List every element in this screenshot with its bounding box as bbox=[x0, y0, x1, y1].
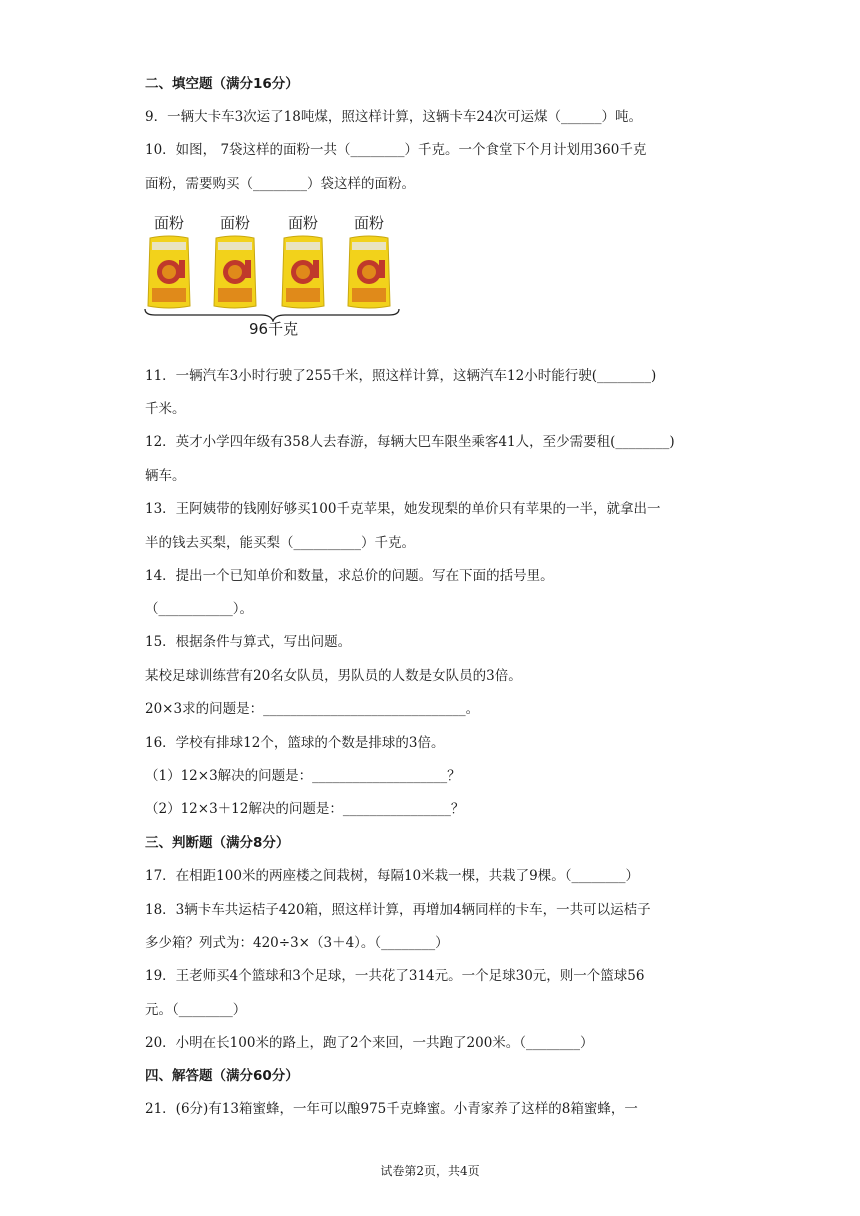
question-16-line-3: （2）12×3＋12解决的问题是：________________？ bbox=[145, 801, 465, 817]
flour-bags-figure bbox=[143, 212, 403, 342]
total-weight-label: 96千克 bbox=[249, 320, 299, 338]
question-15-line-2: 某校足球训练营有20名女队员，男队员的人数是女队员的3倍。 bbox=[145, 668, 522, 684]
question-18-line-1: 18．3辆卡车共运桔子420箱，照这样计算，再增加4辆同样的卡车，一共可以运桔子 bbox=[145, 902, 651, 918]
question-12-line-1: 12．英才小学四年级有358人去春游，每辆大巴车限坐乘客41人，至少需要租(________) bbox=[145, 434, 675, 450]
question-11-line-1: 11．一辆汽车3小时行驶了255千米，照这样计算，这辆汽车12小时能行驶(________) bbox=[145, 368, 657, 384]
question-20: 20．小明在长100米的路上，跑了2个来回，一共跑了200米。（________） bbox=[145, 1035, 594, 1051]
question-10-line-1: 10．如图， 7袋这样的面粉一共（________）千克。一个食堂下个月计划用360千克 bbox=[145, 142, 647, 158]
question-9: 9．一辆大卡车3次运了18吨煤，照这样计算，这辆卡车24次可运煤（______）吨。 bbox=[145, 109, 643, 125]
bag-label: 面粉 bbox=[153, 214, 184, 232]
question-13-line-2: 半的钱去买梨，能买梨（__________）千克。 bbox=[145, 535, 415, 551]
section-solve-heading: 四、解答题（满分60分） bbox=[145, 1068, 299, 1084]
question-15-line-3: 20×3求的问题是：______________________________。 bbox=[145, 701, 480, 717]
question-13-line-1: 13．王阿姨带的钱刚好够买100千克苹果，她发现梨的单价只有苹果的一半，就拿出一 bbox=[145, 501, 661, 517]
question-12-line-2: 辆车。 bbox=[145, 468, 186, 484]
bag-label: 面粉 bbox=[353, 214, 384, 232]
question-17: 17．在相距100米的两座楼之间栽树，每隔10米栽一棵，共栽了9棵。（________） bbox=[145, 868, 639, 884]
page-footer: 试卷第2页，共4页 bbox=[380, 1164, 480, 1178]
question-19-line-1: 19．王老师买4个篮球和3个足球，一共花了314元。一个足球30元，则一个篮球56 bbox=[145, 968, 645, 984]
flour-bag-icon bbox=[280, 234, 326, 310]
flour-bag-icon bbox=[146, 234, 192, 310]
section-judge-heading: 三、判断题（满分8分） bbox=[145, 835, 290, 851]
bag-label: 面粉 bbox=[287, 214, 318, 232]
question-16-line-2: （1）12×3解决的问题是：____________________？ bbox=[145, 768, 461, 784]
question-14-line-2: （___________）。 bbox=[145, 601, 253, 617]
flour-bag-icon bbox=[346, 234, 392, 310]
flour-bag-icon bbox=[212, 234, 258, 310]
question-16-line-1: 16．学校有排球12个，篮球的个数是排球的3倍。 bbox=[145, 735, 445, 751]
question-14-line-1: 14．提出一个已知单价和数量，求总价的问题。写在下面的括号里。 bbox=[145, 568, 554, 584]
question-11-line-2: 千米。 bbox=[145, 401, 186, 417]
question-21-line-1: 21．(6分)有13箱蜜蜂，一年可以酿975千克蜂蜜。小青家养了这样的8箱蜜蜂，一 bbox=[145, 1101, 638, 1117]
bag-label: 面粉 bbox=[219, 214, 250, 232]
section-fill-blank-heading: 二、填空题（满分16分） bbox=[145, 76, 299, 92]
question-10-line-2: 面粉，需要购买（________）袋这样的面粉。 bbox=[145, 176, 415, 192]
question-19-line-2: 元。（________） bbox=[145, 1002, 247, 1018]
question-15-line-1: 15．根据条件与算式，写出问题。 bbox=[145, 634, 352, 650]
question-18-line-2: 多少箱？列式为：420÷3×（3＋4）。（________） bbox=[145, 935, 449, 951]
